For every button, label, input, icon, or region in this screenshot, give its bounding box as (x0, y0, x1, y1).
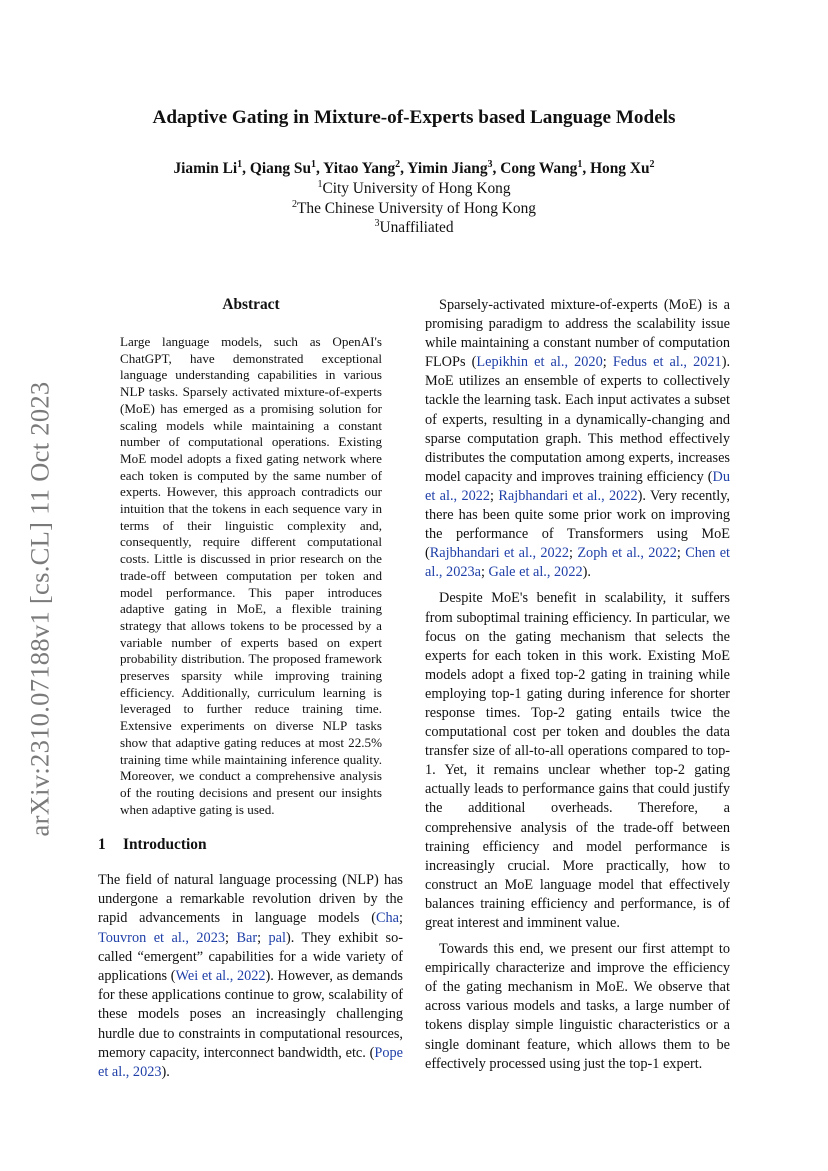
author: Yimin Jiang$^3$ (407, 158, 493, 177)
author: Hong Xu$^2$ (590, 158, 655, 177)
citation-link[interactable]: Bar (236, 929, 258, 946)
author: Cong Wang$^1$ (500, 158, 583, 177)
affiliation: $^2$The Chinese University of Hong Kong (292, 198, 536, 217)
citation-link[interactable]: Rajbhandari et al., 2022 (498, 487, 638, 504)
paper-title: Adaptive Gating in Mixture-of-Experts based Language Models (152, 107, 676, 128)
author-list: Jiamin Li$^1$, Qiang Su$^1$, Yitao Yang$^2$, Yimin Jiang$^3$, Cong Wang$^1$, Hong Xu$^2$ (173, 158, 655, 177)
citation-link[interactable]: Wei et al., 2022 (175, 968, 266, 985)
citation-link[interactable]: Zoph et al., 2022 (577, 545, 677, 562)
arxiv-identifier (18, 368, 62, 850)
citation-link[interactable]: Pope et al., 2023 (98, 1044, 403, 1081)
intro-paragraph: Towards this end, we present our first attempt to empirically characterize and improve the efficiency of the gating mechanism in MoE. We observe that across various models and tasks, a large number of tokens display simple linguistic characteristics or a single dominant feature, which allows them to be effectively processed using just the top-1 expert. (425, 941, 730, 1072)
citation-link[interactable]: Touvron et al., 2023 (98, 929, 225, 946)
citation-link[interactable]: Fedus et al., 2021 (612, 354, 722, 371)
citation-link[interactable]: Gale et al., 2022 (488, 564, 583, 581)
citation-link[interactable]: Cha (375, 910, 400, 927)
section-title: Introduction (123, 836, 207, 853)
section-heading (98, 836, 403, 854)
author: Yitao Yang$^2$ (323, 158, 401, 177)
affiliation: $^1$City University of Hong Kong (317, 178, 511, 197)
citation-link[interactable]: Lepikhin et al., 2020 (476, 354, 603, 371)
affiliation: $^3$Unaffiliated (374, 217, 454, 236)
citation-link[interactable]: Du et al., 2022 (425, 468, 730, 504)
intro-paragraph: Despite MoE's benefit in scalability, it suffers from suboptimal training efficiency. In particular, we focus on the gating mechanism that selects the experts for each token in this work. Existing MoE models adopt a fixed top-2 gating in training while employing top-1 gating during inference for shorter response times. Top-2 gating entails twice the computational cost per token and doubles the data transfer size of all-to-all operations compared to top-1. Yet, it remains unclear whether top-2 gating actually leads to performance gains that could justify the additional overheads. Therefore, a comprehensive analysis of the trade-off between training efficiency and model performance is increasingly crucial. More practically, how to construct an MoE language model that effectively balances training efficiency and performance, is of great interest and imminent value. (425, 590, 730, 931)
citation-link[interactable]: pal (268, 929, 286, 946)
citation-link[interactable]: Chen et al., 2023a (425, 545, 731, 581)
author: Qiang Su$^1$ (249, 158, 317, 177)
citation-link[interactable]: Rajbhandari et al., 2022 (429, 545, 570, 562)
abstract-body: Large language models, such as OpenAI's ChatGPT, have demonstrated exceptional language understanding capabilities in various NLP tasks. Sparsely activated mixture-of-experts (MoE) has emerged as a promising solution for scaling models while maintaining a constant number of computational operations. Existing MoE model adopts a fixed gating network where each token is computed by the same number of experts. However, this approach contradicts our intuition that the tokens in each sequence vary in terms of their linguistic complexity and, consequently, require different computational costs. Little is discussed in prior research on the trade-off between computation per token and model performance. This paper introduces adaptive gating in MoE, a flexible training strategy that allows tokens to be processed by a variable number of experts based on expert probability distribution. The proposed framework preserves sparsity while improving training efficiency. Additionally, curriculum learning is leveraged to further reduce training time. Extensive experiments on diverse NLP tasks show that adaptive gating reduces at most 22.5% training time while maintaining inference quality. Moreover, we conduct a comprehensive analysis of the routing decisions and present our insights when adaptive gating is used. (120, 334, 382, 817)
author: Jiamin Li$^1$ (173, 158, 243, 177)
abstract-heading: Abstract (222, 296, 280, 313)
intro-paragraph: Sparsely-activated mixture-of-experts (MoE) is a promising paradigm to address the scalability issue while maintaining a constant number of computation FLOPs (Lepikhin et al., 2020; Fedus et al., 2021). MoE utilizes an ensemble of experts to collectively tackle the learning task. Each input activates a subset of experts, resulting in a dynamically-changing and sparse computation graph. This method effectively distributes the computation among experts, increases model capacity and improves training efficiency (Du et al., 2022; Rajbhandari et al., 2022). Very recently, there has been quite some prior work on improving the performance of Transformers using MoE (Rajbhandari et al., 2022; Zoph et al., 2022; Chen et al., 2023a; Gale et al., 2022). (425, 297, 731, 581)
intro-paragraph: The field of natural language processing (NLP) has undergone a remarkable revolution driven by the rapid advancements in language models (Cha; Touvron et al., 2023; Bar; pal). They exhibit so-called “emergent” capabilities for a wide variety of applications (Wei et al., 2022). However, as demands for these applications continue to grow, scalability of these models poses an increasingly challenging hurdle due to constraints in computational resources, memory capacity, interconnect bandwidth, etc. (Pope et al., 2023). (98, 872, 404, 1081)
arxiv-identifier-text: arXiv:2310.07188v1 [cs.CL] 11 Oct 2023 (24, 381, 55, 837)
section-number: 1 (98, 836, 106, 853)
right-column (425, 296, 730, 1081)
